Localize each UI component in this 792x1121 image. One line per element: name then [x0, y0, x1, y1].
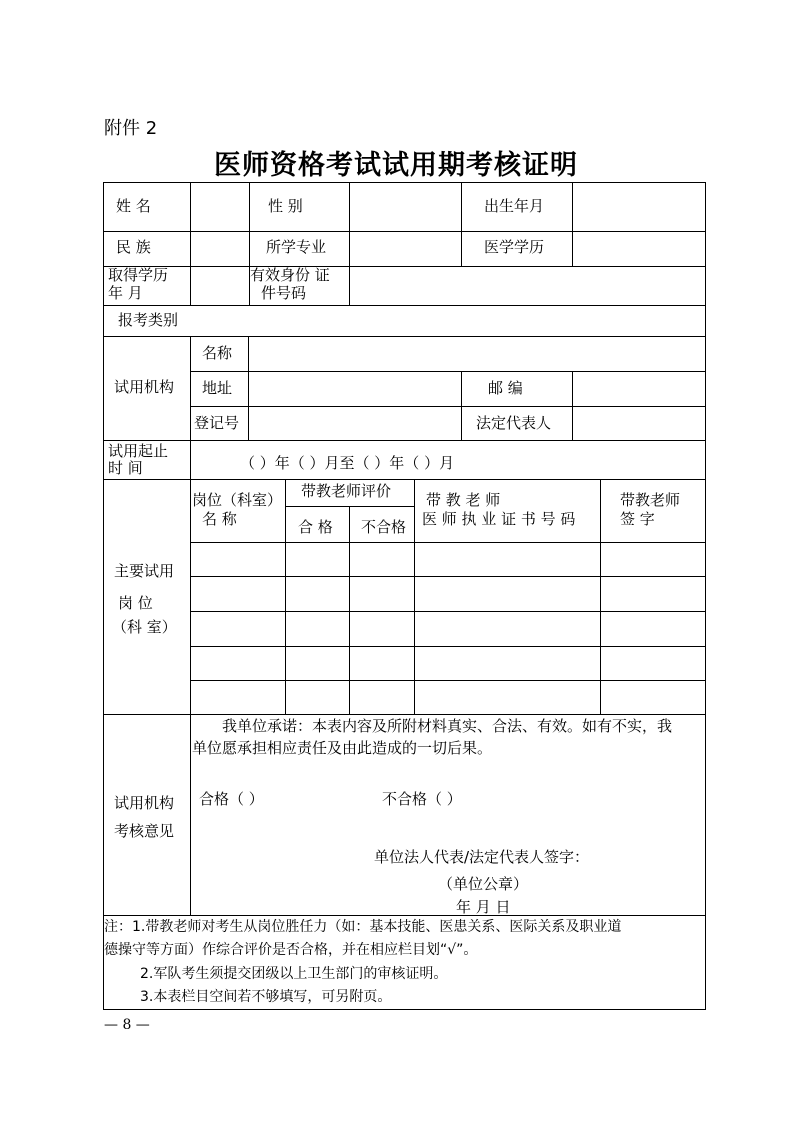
note-line: 德操守等方面）作综合评价是否合格，并在相应栏目划“√”。	[104, 942, 478, 958]
note-line: 注：1.带教老师对考生从岗位胜任力（如：基本技能、医患关系、医际关系及职业道	[104, 919, 622, 935]
education-date-label: 取得学历	[108, 266, 169, 284]
teacher-eval-header: 带教老师评价	[301, 482, 392, 500]
post-name-header-2: 名 称	[202, 510, 237, 528]
col-divider	[349, 183, 350, 305]
row-divider	[104, 440, 705, 441]
col-divider	[248, 336, 249, 440]
row-divider	[190, 611, 705, 612]
col-divider	[190, 336, 191, 915]
col-divider	[600, 479, 601, 714]
opinion-label: 试用机构	[114, 794, 175, 812]
teacher-sign-header-2: 签 字	[620, 510, 655, 528]
col-divider	[461, 183, 462, 266]
row-divider	[104, 336, 705, 337]
opinion-label-2: 考核意见	[114, 822, 175, 840]
id-number-label: 有效身份 证	[250, 266, 330, 284]
assessment-form	[103, 182, 706, 1010]
row-divider	[190, 680, 705, 681]
major-label: 所学专业	[266, 238, 327, 256]
name-label: 姓 名	[116, 197, 151, 215]
degree-label: 医学学历	[484, 238, 545, 256]
row-divider	[104, 266, 705, 267]
org-address-label: 地址	[202, 379, 233, 397]
col-divider	[190, 183, 191, 305]
opinion-fail-field: 不合格（ ）	[382, 790, 462, 808]
col-divider	[572, 183, 573, 266]
col-divider	[349, 506, 350, 714]
col-divider	[249, 183, 250, 305]
page-number: — 8 —	[104, 1017, 150, 1033]
legal-rep-signature: 单位法人代表/法定代表人签字：	[374, 848, 590, 866]
org-name-label: 名称	[202, 344, 233, 362]
row-divider	[104, 231, 705, 232]
reg-number-label: 登记号	[194, 414, 240, 432]
trial-period-label-2: 时 间	[108, 459, 143, 477]
attachment-label: 附件 2	[104, 118, 158, 139]
legal-rep-label: 法定代表人	[476, 414, 552, 432]
exam-type-label: 报考类别	[118, 311, 179, 329]
row-divider	[104, 714, 705, 715]
note-line: 3.本表栏目空间若不够填写，可另附页。	[140, 989, 392, 1005]
postcode-label: 邮 编	[488, 379, 523, 397]
id-number-label-2: 件号码	[261, 284, 307, 302]
row-divider	[104, 305, 705, 306]
row-divider	[104, 479, 705, 480]
posts-side-label: 主要试用	[114, 562, 175, 580]
fail-column-header: 不合格	[361, 518, 407, 536]
posts-side-label-3: （科 室）	[112, 618, 177, 636]
unit-seal: （单位公章）	[438, 875, 529, 893]
row-divider	[190, 576, 705, 577]
note-line: 2.军队考生须提交团级以上卫生部门的审核证明。	[140, 966, 448, 982]
trial-period-text: （ ）年（ ）月至（ ）年（ ）月	[240, 454, 455, 472]
org-label: 试用机构	[114, 378, 175, 396]
post-name-header: 岗位（科室）	[192, 491, 283, 509]
pass-column-header: 合 格	[298, 518, 333, 536]
col-divider	[461, 371, 462, 440]
col-divider	[572, 371, 573, 440]
col-divider	[285, 479, 286, 714]
birth-label: 出生年月	[484, 197, 545, 215]
page-title: 医师资格考试试用期考核证明	[214, 150, 578, 181]
pledge-text-2: 单位愿承担相应责任及由此造成的一切后果。	[192, 739, 493, 757]
row-divider	[190, 646, 705, 647]
education-date-label-2: 年 月	[108, 284, 143, 302]
ethnicity-label: 民 族	[116, 238, 151, 256]
row-divider	[190, 371, 705, 372]
posts-side-label-2: 岗 位	[118, 594, 153, 612]
gender-label: 性 别	[268, 197, 303, 215]
trial-period-label: 试用起止	[108, 442, 169, 460]
teacher-cert-header: 带 教 老 师	[426, 491, 501, 509]
col-divider	[414, 479, 415, 714]
pledge-text: 我单位承诺：本表内容及所附材料真实、合法、有效。如有不实，我	[222, 717, 673, 735]
teacher-cert-header-2: 医 师 执 业 证 书 号 码	[422, 510, 576, 528]
teacher-sign-header: 带教老师	[620, 491, 681, 509]
row-divider	[190, 406, 705, 407]
opinion-pass-field: 合格（ ）	[199, 790, 264, 808]
row-divider	[104, 915, 705, 916]
row-divider	[190, 542, 705, 543]
opinion-date: 年 月 日	[456, 898, 511, 916]
